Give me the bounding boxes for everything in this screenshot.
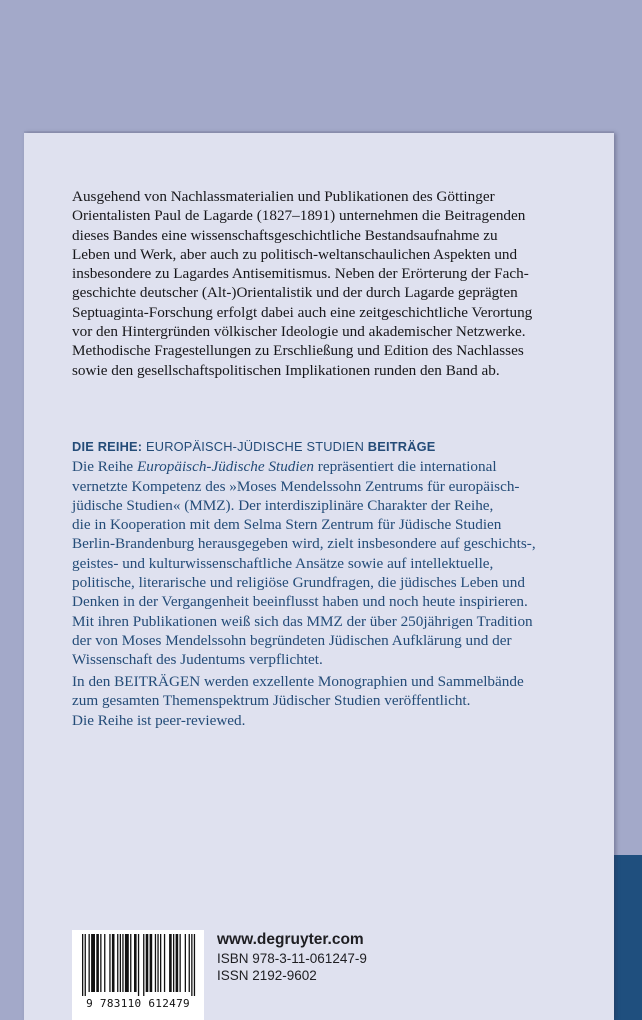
barcode-bar	[150, 934, 153, 992]
series-line: Denken in der Vergangenheit beeinflusst haben und noch heute inspirieren.	[72, 593, 528, 611]
barcode-bar	[169, 934, 172, 992]
beitraege-line: In den BEITRÄGEN werden exzellente Monographien und Sammelbände	[72, 673, 524, 690]
description-line: Methodische Fragestellungen zu Erschließung und Edition des Nachlasses	[72, 342, 524, 360]
barcode-bar	[185, 934, 186, 992]
barcode-bar	[180, 934, 181, 992]
barcode-bar	[155, 934, 156, 992]
barcode-bar	[189, 934, 190, 992]
description-line: Ausgehend von Nachlassmaterialien und Publikationen des Göttinger	[72, 188, 495, 205]
description-line: insbesondere zu Lagardes Antisemitismus. Neben der Erörterung der Fach-	[72, 265, 529, 283]
barcode-bar	[176, 934, 179, 992]
description-line: Septuaginta-Forschung erfolgt dabei auch eine zeitgeschichtliche Verortung	[72, 303, 533, 321]
book-description	[72, 187, 542, 380]
series-heading-prefix: DIE REIHE:	[72, 439, 143, 454]
barcode-bar	[164, 934, 165, 992]
barcode-bar	[112, 934, 115, 992]
description-line: Orientalisten Paul de Lagarde (1827–1891) unternehmen die Beitragenden	[72, 207, 526, 225]
barcode-bar	[173, 934, 174, 992]
description-line: Leben und Werk, aber auch zu politisch-weltanschaulichen Aspekten und	[72, 245, 518, 263]
barcode-bar	[100, 934, 101, 992]
beitraege-line: zum gesamten Themenspektrum Jüdischer Studien veröffentlicht.	[72, 692, 471, 710]
back-cover-panel	[24, 133, 614, 1020]
series-line: Wissenschaft des Judentums verpflichtet.	[72, 651, 323, 669]
series-line: jüdische Studien« (MMZ). Der interdisziplinäre Charakter der Reihe,	[72, 496, 494, 514]
barcode-bar	[143, 934, 144, 996]
publisher-info	[217, 930, 367, 984]
series-title: Europäisch-Jüdische Studien	[136, 458, 314, 476]
series-heading-suffix: BEITRÄGE	[367, 439, 436, 454]
publisher-url[interactable]: www.degruyter.com	[217, 931, 364, 948]
series-line: der von Moses Mendelssohn begründeten Jüdischen Aufklärung und der	[72, 631, 512, 649]
barcode-bar	[157, 934, 158, 992]
barcode-bar	[194, 934, 195, 996]
barcode-bars	[72, 930, 204, 996]
barcode-bar	[82, 934, 83, 996]
barcode-bar	[138, 934, 139, 996]
barcode-bar	[91, 934, 95, 992]
isbn-number: ISBN 978-3-11-061247-9	[217, 951, 367, 966]
description-line: sowie den gesellschaftspolitischen Implikationen runden den Band ab.	[72, 361, 500, 379]
beitraege-line: Die Reihe ist peer-reviewed.	[72, 711, 246, 729]
series-heading-name: EUROPÄISCH-JÜDISCHE STUDIEN	[146, 439, 365, 454]
isbn-barcode	[72, 930, 204, 1020]
barcode-bar	[85, 934, 86, 996]
series-line-end: repräsentiert die international	[313, 458, 497, 476]
series-line: Berlin-Brandenburg herausgegeben wird, zielt insbesondere auf geschichts-,	[72, 535, 536, 553]
spine-color-strip	[614, 855, 642, 1020]
barcode-bar	[134, 934, 137, 992]
barcode-bar	[117, 934, 118, 992]
barcode-bar	[120, 934, 121, 992]
barcode-bar	[191, 934, 192, 996]
barcode-bar	[104, 934, 105, 992]
barcode-bar	[146, 934, 149, 992]
barcode-bar	[122, 934, 123, 992]
barcode-bar	[96, 934, 99, 992]
barcode-bar	[160, 934, 161, 992]
beitraege-description	[72, 672, 542, 730]
barcode-digits: 9 783110 612479	[86, 997, 190, 1010]
series-description	[72, 437, 542, 670]
barcode-bar	[125, 934, 129, 992]
issn-number: ISSN 2192-9602	[217, 968, 317, 983]
series-line-start: Die Reihe	[72, 458, 137, 476]
series-body	[72, 457, 542, 669]
series-line: die in Kooperation mit dem Selma Stern Zentrum für Jüdische Studien	[72, 516, 502, 534]
barcode-bar	[130, 934, 131, 992]
series-line: politische, literarische und religiöse Grundfragen, die jüdisches Leben und	[72, 574, 525, 592]
description-line: dieses Bandes eine wissenschaftsgeschichtliche Bestandsaufnahme zu	[72, 226, 498, 244]
series-line: Mit ihren Publikationen weiß sich das MMZ der über 250jährigen Tradition	[72, 612, 533, 630]
barcode-bar	[109, 934, 110, 992]
description-line: geschichte deutscher (Alt-)Orientalistik und der durch Lagarde geprägten	[72, 284, 518, 302]
barcode-bar	[89, 934, 90, 992]
series-line	[72, 457, 542, 476]
series-heading	[72, 437, 542, 456]
description-line: vor den Hintergründen völkischer Ideologie und akademischer Netzwerke.	[72, 323, 526, 341]
series-line: geistes- und kulturwissenschaftliche Ansätze sowie auf intellektuelle,	[72, 554, 494, 572]
series-line: vernetzte Kompetenz des »Moses Mendelssohn Zentrums für europäisch-	[72, 477, 520, 495]
